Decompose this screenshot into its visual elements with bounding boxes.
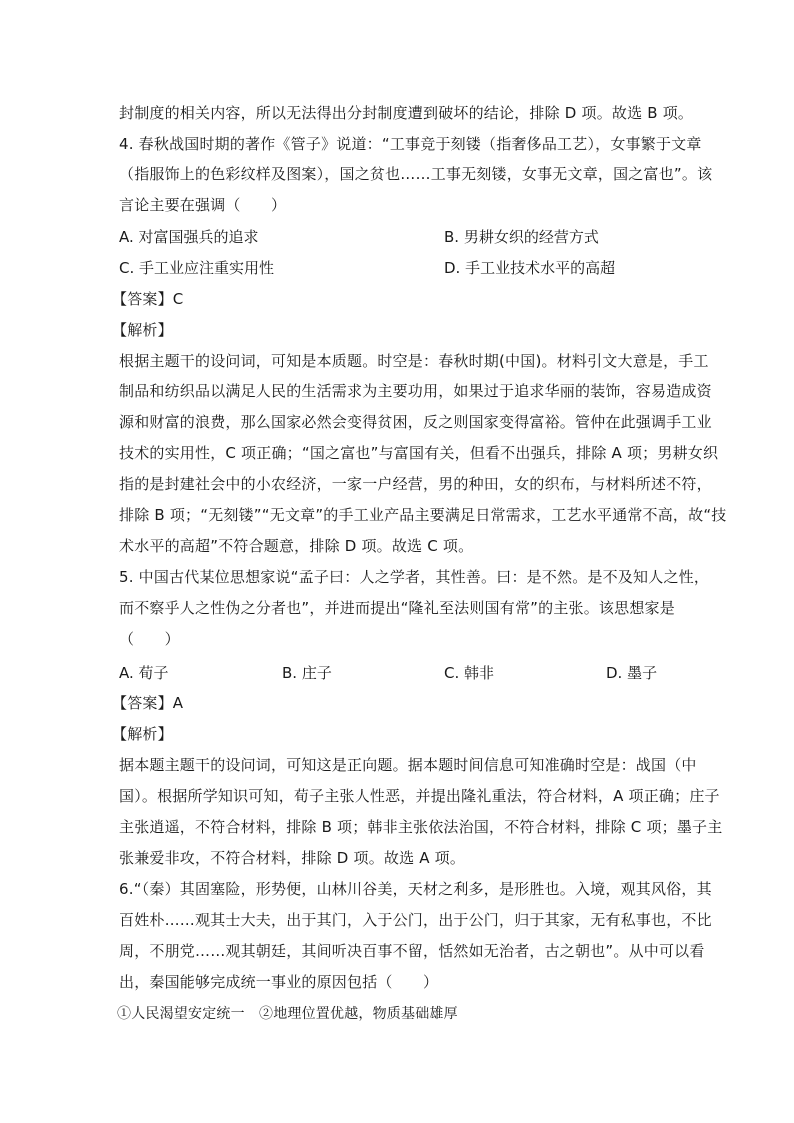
q6-stem-line-4: 出，秦国能够完成统一事业的原因包括（ ） — [119, 973, 439, 991]
q5-option-d: D. 墨子 — [606, 664, 658, 682]
q6-stem-line-1: 6.“（秦）其固塞险，形势便，山林川谷美，天材之利多，是形胜也。入境，观其风俗，其 — [119, 880, 712, 898]
q6-choice-line: ①人民渴望安定统一 ②地理位置优越，物质基础雄厚 — [117, 1006, 458, 1022]
q4-analysis-line-5: 指的是封建社会中的小农经济，一家一户经营，男的种田，女的织布，与材料所述不符， — [119, 475, 712, 493]
q4-answer: 【答案】C — [112, 290, 184, 308]
q3-analysis-tail: 封制度的相关内容，所以无法得出分封制度遭到破坏的结论，排除 D 项。故选 B 项。 — [119, 104, 694, 122]
q4-analysis-line-2: 制品和纺织品以满足人民的生活需求为主要功用，如果过于追求华丽的装饰，容易造成资 — [119, 382, 712, 400]
q4-analysis-label: 【解析】 — [112, 321, 173, 339]
q4-option-c: C. 手工业应注重实用性 — [119, 259, 275, 277]
q4-analysis-line-3: 源和财富的浪费，那么国家必然会变得贫困，反之则国家变得富裕。管仲在此强调手工业 — [119, 413, 712, 431]
q5-answer: 【答案】A — [112, 694, 184, 712]
q4-analysis-line-1: 根据主题干的设问词，可知是本质题。时空是：春秋时期(中国)。材料引文大意是，手工 — [119, 352, 709, 370]
q5-analysis-line-1: 据本题主题干的设问词，可知这是正向题。据本题时间信息可知准确时空是：战国（中 — [119, 756, 697, 774]
q5-stem-line-3: （ ） — [119, 630, 180, 648]
q5-analysis-label: 【解析】 — [112, 725, 173, 743]
q6-stem-line-3: 周，不朋党……观其朝廷，其间听决百事不留，恬然如无治者，古之朝也”。从中可以看 — [119, 942, 705, 960]
q5-analysis-line-3: 主张逍遥，不符合材料，排除 B 项；韩非主张依法治国，不符合材料，排除 C 项；墨子主 — [119, 818, 723, 836]
q4-analysis-line-7: 术水平的高超”不符合题意，排除 D 项。故选 C 项。 — [119, 537, 474, 555]
q4-analysis-line-4: 技术的实用性，C 项正确；“国之富也”与富国有关，但看不出强兵，排除 A 项；男耕女织 — [119, 444, 719, 462]
q5-analysis-line-2: 国）。根据所学知识可知，荀子主张人性恶，并提出隆礼重法，符合材料，A 项正确；庄子 — [119, 787, 720, 805]
q4-stem-line-2: （指服饰上的色彩纹样及图案），国之贫也……工事无刻镂，女事无文章，国之富也”。该 — [119, 165, 713, 183]
q4-option-a: A. 对富国强兵的追求 — [119, 228, 259, 246]
q5-analysis-line-4: 张兼爱非攻，不符合材料，排除 D 项。故选 A 项。 — [119, 849, 466, 867]
q5-option-c: C. 韩非 — [444, 664, 495, 682]
q4-stem-line-1: 4. 春秋战国时期的著作《管子》说道：“工事竞于刻镂（指奢侈品工艺），女事繁于文章 — [119, 135, 702, 153]
q4-analysis-line-6: 排除 B 项；“无刻镂”“无文章”的手工业产品主要满足日常需求，工艺水平通常不高，故“技 — [119, 506, 727, 524]
q5-stem-line-1: 5. 中国古代某位思想家说“孟子曰：人之学者，其性善。曰：是不然。是不及知人之性， — [119, 568, 710, 586]
q4-stem-line-3: 言论主要在强调（ ） — [119, 196, 287, 214]
q5-option-b: B. 庄子 — [282, 664, 332, 682]
q6-stem-line-2: 百姓朴……观其士大夫，出于其门，入于公门，出于公门，归于其家，无有私事也，不比 — [119, 911, 712, 929]
q4-option-d: D. 手工业技术水平的高超 — [444, 259, 616, 277]
q5-option-a: A. 荀子 — [119, 664, 169, 682]
q4-option-b: B. 男耕女织的经营方式 — [444, 228, 599, 246]
q5-stem-line-2: 而不察乎人之性伪之分者也”，并进而提出“隆礼至法则国有常”的主张。该思想家是 — [119, 599, 675, 617]
